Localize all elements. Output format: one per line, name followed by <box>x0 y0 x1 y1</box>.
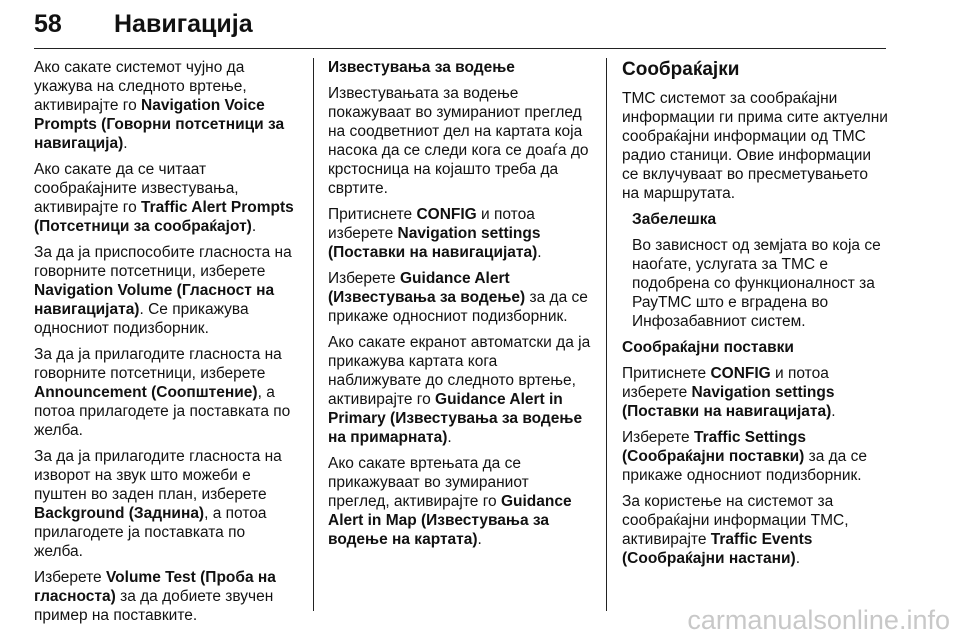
watermark: carmanualsonline.info <box>687 605 950 635</box>
paragraph: За да ја приспособите гласноста на говорните потсетници, изберете Navigation Volume (Гласност на навигацијата). Се прикажува односниот подизборник. <box>34 244 292 337</box>
paragraph: За да ја прилагодите гласноста на говорните потсетници, изберете Announcement (Соопштение), а потоа прилагодете ја поставката по желба. <box>34 346 291 439</box>
page-header <box>34 4 886 46</box>
paragraph: Известувањата за водење покажуваат во зумираниот преглед на соодветниот дел на картата која насока да се следи кога се доаѓа до крстосница на којашто треба да свртите. <box>328 85 589 197</box>
header-rule <box>34 48 886 49</box>
paragraph: Ако сакате екранот автоматски да ја прикажува картата кога наближувате до следното вртење, активирајте го Guidance Alert in Primary (Известувања за водење на примарната). <box>328 334 591 446</box>
paragraph: Изберете Guidance Alert (Известувања за водење) за да се прикаже односниот подизборник. <box>328 270 588 325</box>
paragraph: Притиснете CONFIG и потоа изберете Navigation settings (Поставки на навигацијата). <box>328 206 542 261</box>
page-number: 58 <box>34 10 62 38</box>
paragraph: Ако сакате вртењата да се прикажуваат во зумираниот преглед, активирајте го Guidance Alert in Map (Известувања за водење на картата). <box>328 455 572 548</box>
subsection-heading: Сообраќајни поставки <box>622 339 794 356</box>
column-divider-1 <box>313 58 314 611</box>
paragraph: Ако сакате системот чујно да укажува на следното вртење, активирајте го Navigation Voice Prompts (Говорни потсетници за навигација). <box>34 59 285 152</box>
column-left <box>34 58 298 632</box>
page-title: Навигација <box>114 10 253 38</box>
paragraph: За користење на системот за сообраќајни информации TMC, активирајте Traffic Events (Сообраќајни настани). <box>622 493 849 567</box>
paragraph: TMC системот за сообраќајни информации ги прима сите актуелни сообраќајни информации од TMC радио станици. Овие информации се вклучуваат во пресметувањето на маршрутата. <box>622 90 888 202</box>
note-text: Во зависност од земјата во која се наоѓате, услугата за TMC е подобрена со функционалност за РауТМС што е вградена во Инфозабавниот систем. <box>632 237 881 330</box>
paragraph: За да ја прилагодите гласноста на изворот на звук што можеби е пуштен во заден план, изберете Background (Заднина), а потоа прилагодете ја поставката по желба. <box>34 448 282 560</box>
paragraph: Ако сакате да се читаат сообраќајните известувања, активирајте го Traffic Alert Prompts (Потсетници за сообраќајот). <box>34 161 294 235</box>
section-heading: Сообраќајки <box>622 59 740 80</box>
column-middle <box>328 58 594 556</box>
section-heading: Известувања за водење <box>328 59 515 76</box>
column-divider-2 <box>606 58 607 611</box>
column-right <box>622 58 888 575</box>
note-box <box>622 210 888 331</box>
note-heading: Забелешка <box>632 211 717 228</box>
paragraph: Изберете Volume Test (Проба на гласноста) за да добиете звучен пример на поставките. <box>34 569 276 624</box>
paragraph: Притиснете CONFIG и потоа изберете Navigation settings (Поставки на навигацијата). <box>622 365 836 420</box>
paragraph: Изберете Traffic Settings (Сообраќајни поставки) за да се прикаже односниот подизборник. <box>622 429 867 484</box>
